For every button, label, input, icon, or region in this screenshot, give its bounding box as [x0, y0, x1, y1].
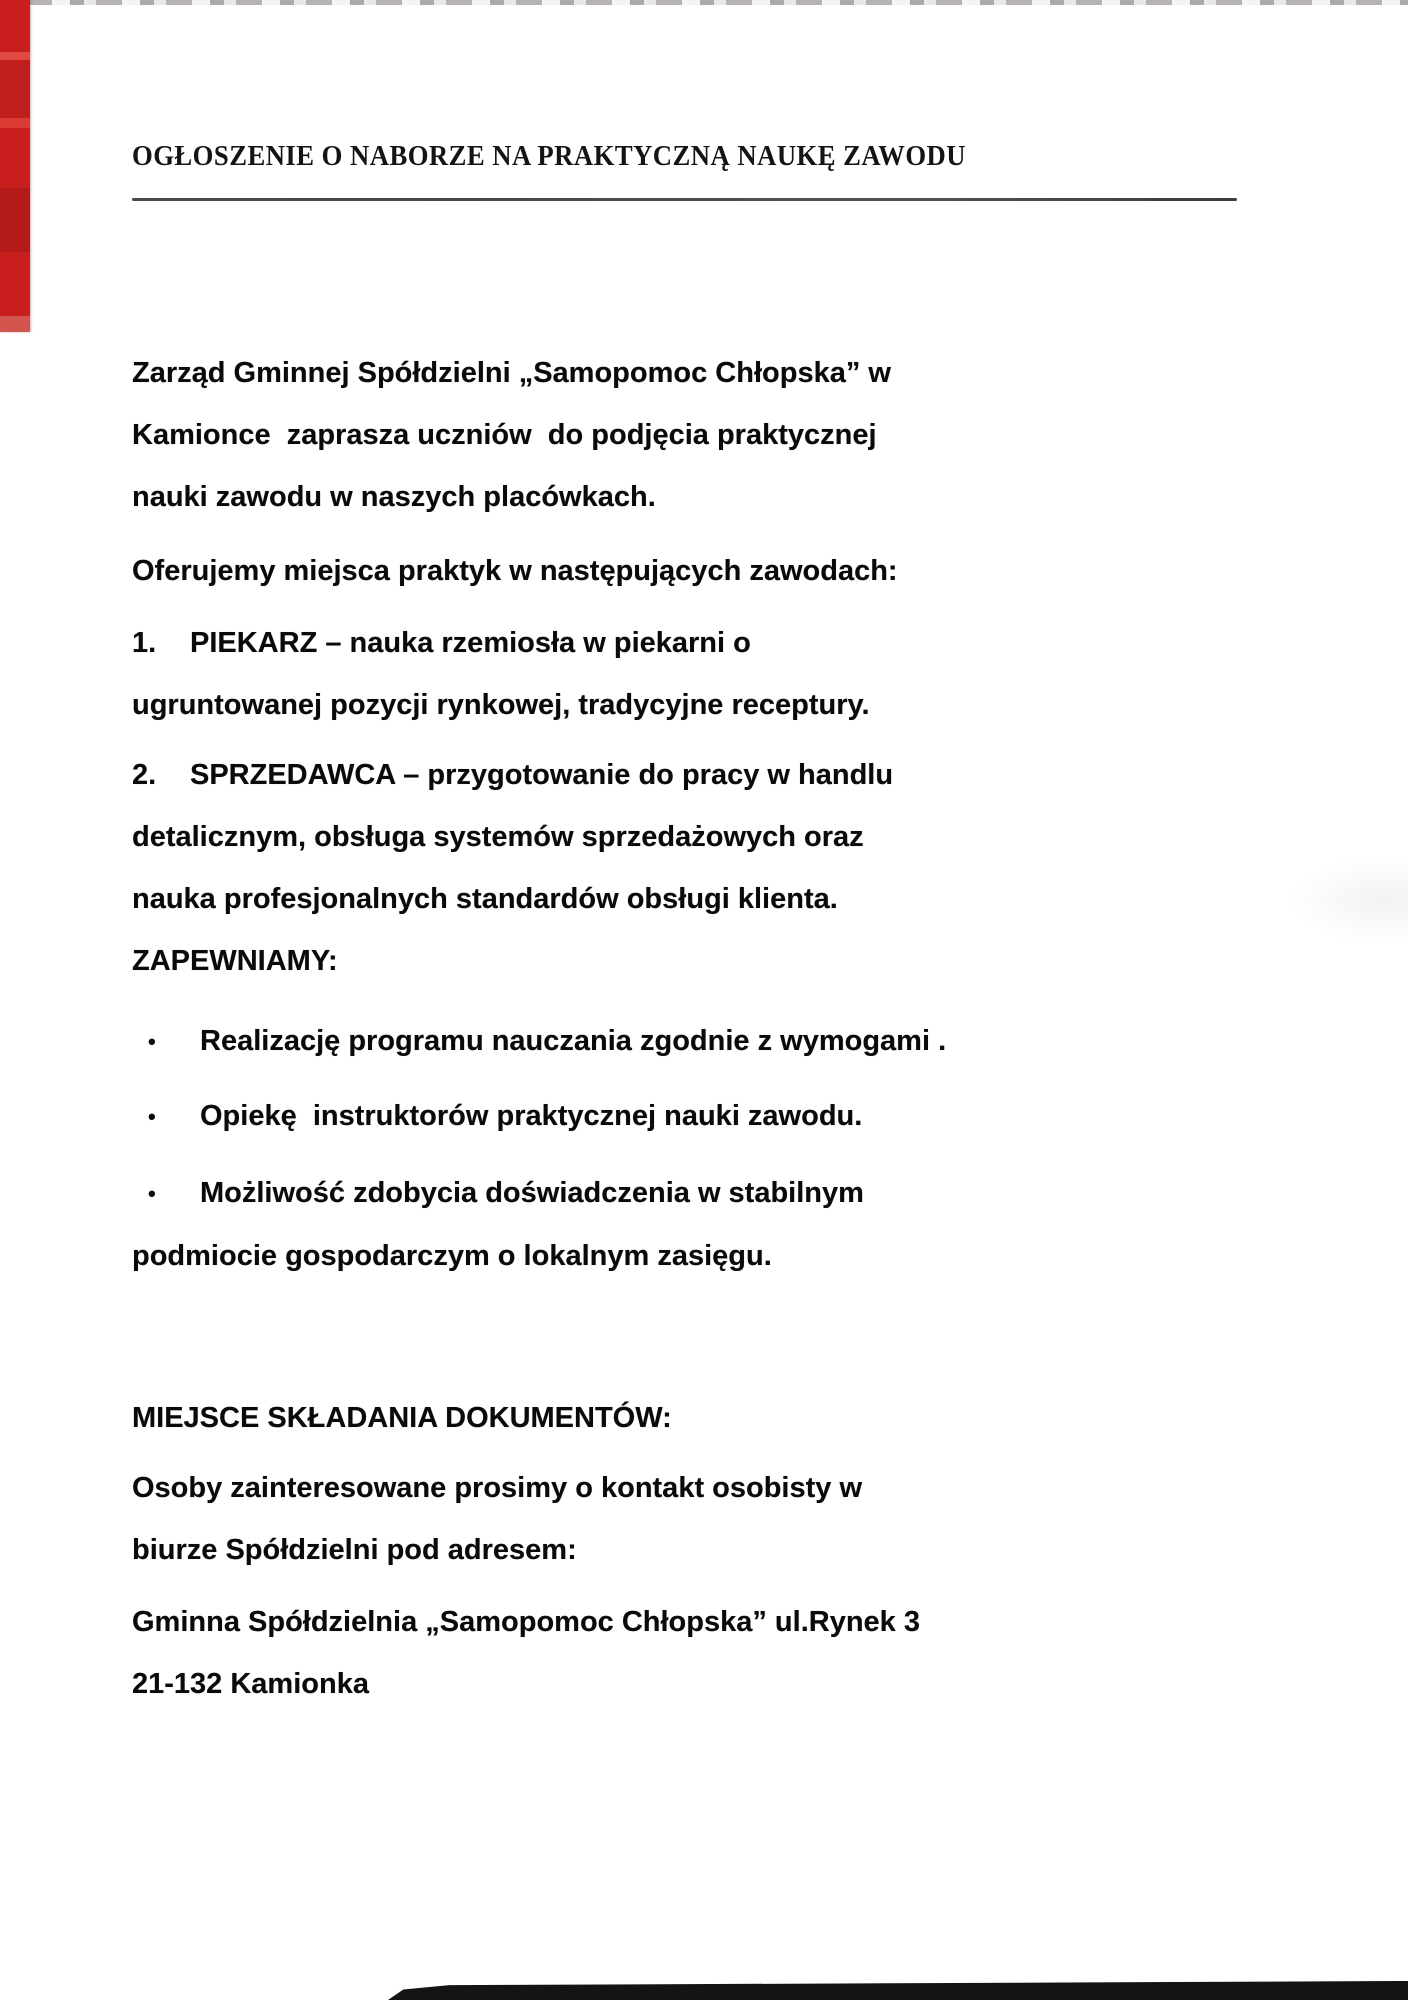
benefit-3-line-1	[132, 1162, 1292, 1225]
benefit-1-text: Realizację programu nauczania zgodnie z wymogami .	[200, 1025, 947, 1057]
intro-line-1: Zarząd Gminnej Spółdzielni „Samopomoc Chłopska” w	[132, 357, 891, 389]
offer-heading: Oferujemy miejsca praktyk w następujących zawodach:	[132, 555, 898, 587]
job-2-line-3: nauka profesjonalnych standardów obsługi klienta.	[132, 883, 838, 915]
title-underline-rule	[132, 198, 1237, 201]
job-2-text: SPRZEDAWCA – przygotowanie do pracy w handlu	[190, 759, 894, 791]
job-2-number: 2.	[132, 759, 157, 791]
submission-line-1: Osoby zainteresowane prosimy o kontakt osobisty w	[132, 1472, 863, 1504]
scan-smudge-artifact	[1288, 855, 1408, 945]
submission-heading-paragraph	[132, 1387, 1292, 1449]
offer-heading-paragraph	[132, 540, 1292, 602]
submission-paragraph	[132, 1457, 1292, 1581]
job-item-sprzedawca	[132, 744, 1292, 930]
scan-bottom-bar-artifact	[388, 1981, 1408, 2000]
intro-paragraph	[132, 342, 1292, 528]
job-1-line-2: ugruntowanej pozycji rynkowej, tradycyjne receptury.	[132, 689, 870, 721]
bullet-icon: •	[148, 1181, 156, 1206]
job-1-line-1	[132, 612, 1292, 674]
announcement-document	[132, 134, 1292, 1715]
submission-line-2: biurze Spółdzielni pod adresem:	[132, 1534, 577, 1566]
guarantee-heading-paragraph	[132, 930, 1292, 992]
scan-red-strip-artifact	[0, 0, 30, 332]
benefit-3-line-2: podmiocie gospodarczym o lokalnym zasięgu.	[132, 1240, 772, 1272]
job-1-text: PIEKARZ – nauka rzemiosła w piekarni o	[190, 627, 751, 659]
intro-line-2: Kamionce zaprasza uczniów do podjęcia praktycznej	[132, 419, 877, 451]
bullet-icon: •	[148, 1104, 156, 1129]
benefit-item-opieka	[132, 1085, 1292, 1148]
document-title: OGŁOSZENIE O NABORZE NA PRAKTYCZNĄ NAUKĘ ZAWODU	[132, 140, 966, 172]
scan-top-edge-artifact	[0, 0, 1408, 5]
address-paragraph	[132, 1591, 1292, 1715]
benefit-1-line-1	[132, 1010, 1292, 1073]
benefit-2-line-1	[132, 1085, 1292, 1148]
submission-heading: MIEJSCE SKŁADANIA DOKUMENTÓW:	[132, 1402, 672, 1434]
address-line-1: Gminna Spółdzielnia „Samopomoc Chłopska” ul.Rynek 3	[132, 1606, 920, 1638]
job-item-piekarz	[132, 612, 1292, 736]
job-2-line-2: detalicznym, obsługa systemów sprzedażowych oraz	[132, 821, 864, 853]
benefit-3-text: Możliwość zdobycia doświadczenia w stabilnym	[200, 1177, 864, 1209]
benefit-item-program	[132, 1010, 1292, 1073]
job-1-number: 1.	[132, 627, 157, 659]
intro-line-3: nauki zawodu w naszych placówkach.	[132, 481, 656, 513]
benefit-2-text: Opiekę instruktorów praktycznej nauki zawodu.	[200, 1100, 863, 1132]
job-2-line-1	[132, 744, 1292, 806]
bullet-icon: •	[148, 1029, 156, 1054]
guarantee-heading: ZAPEWNIAMY:	[132, 945, 338, 977]
address-line-2: 21-132 Kamionka	[132, 1668, 369, 1700]
benefit-item-doswiadczenie	[132, 1162, 1292, 1287]
